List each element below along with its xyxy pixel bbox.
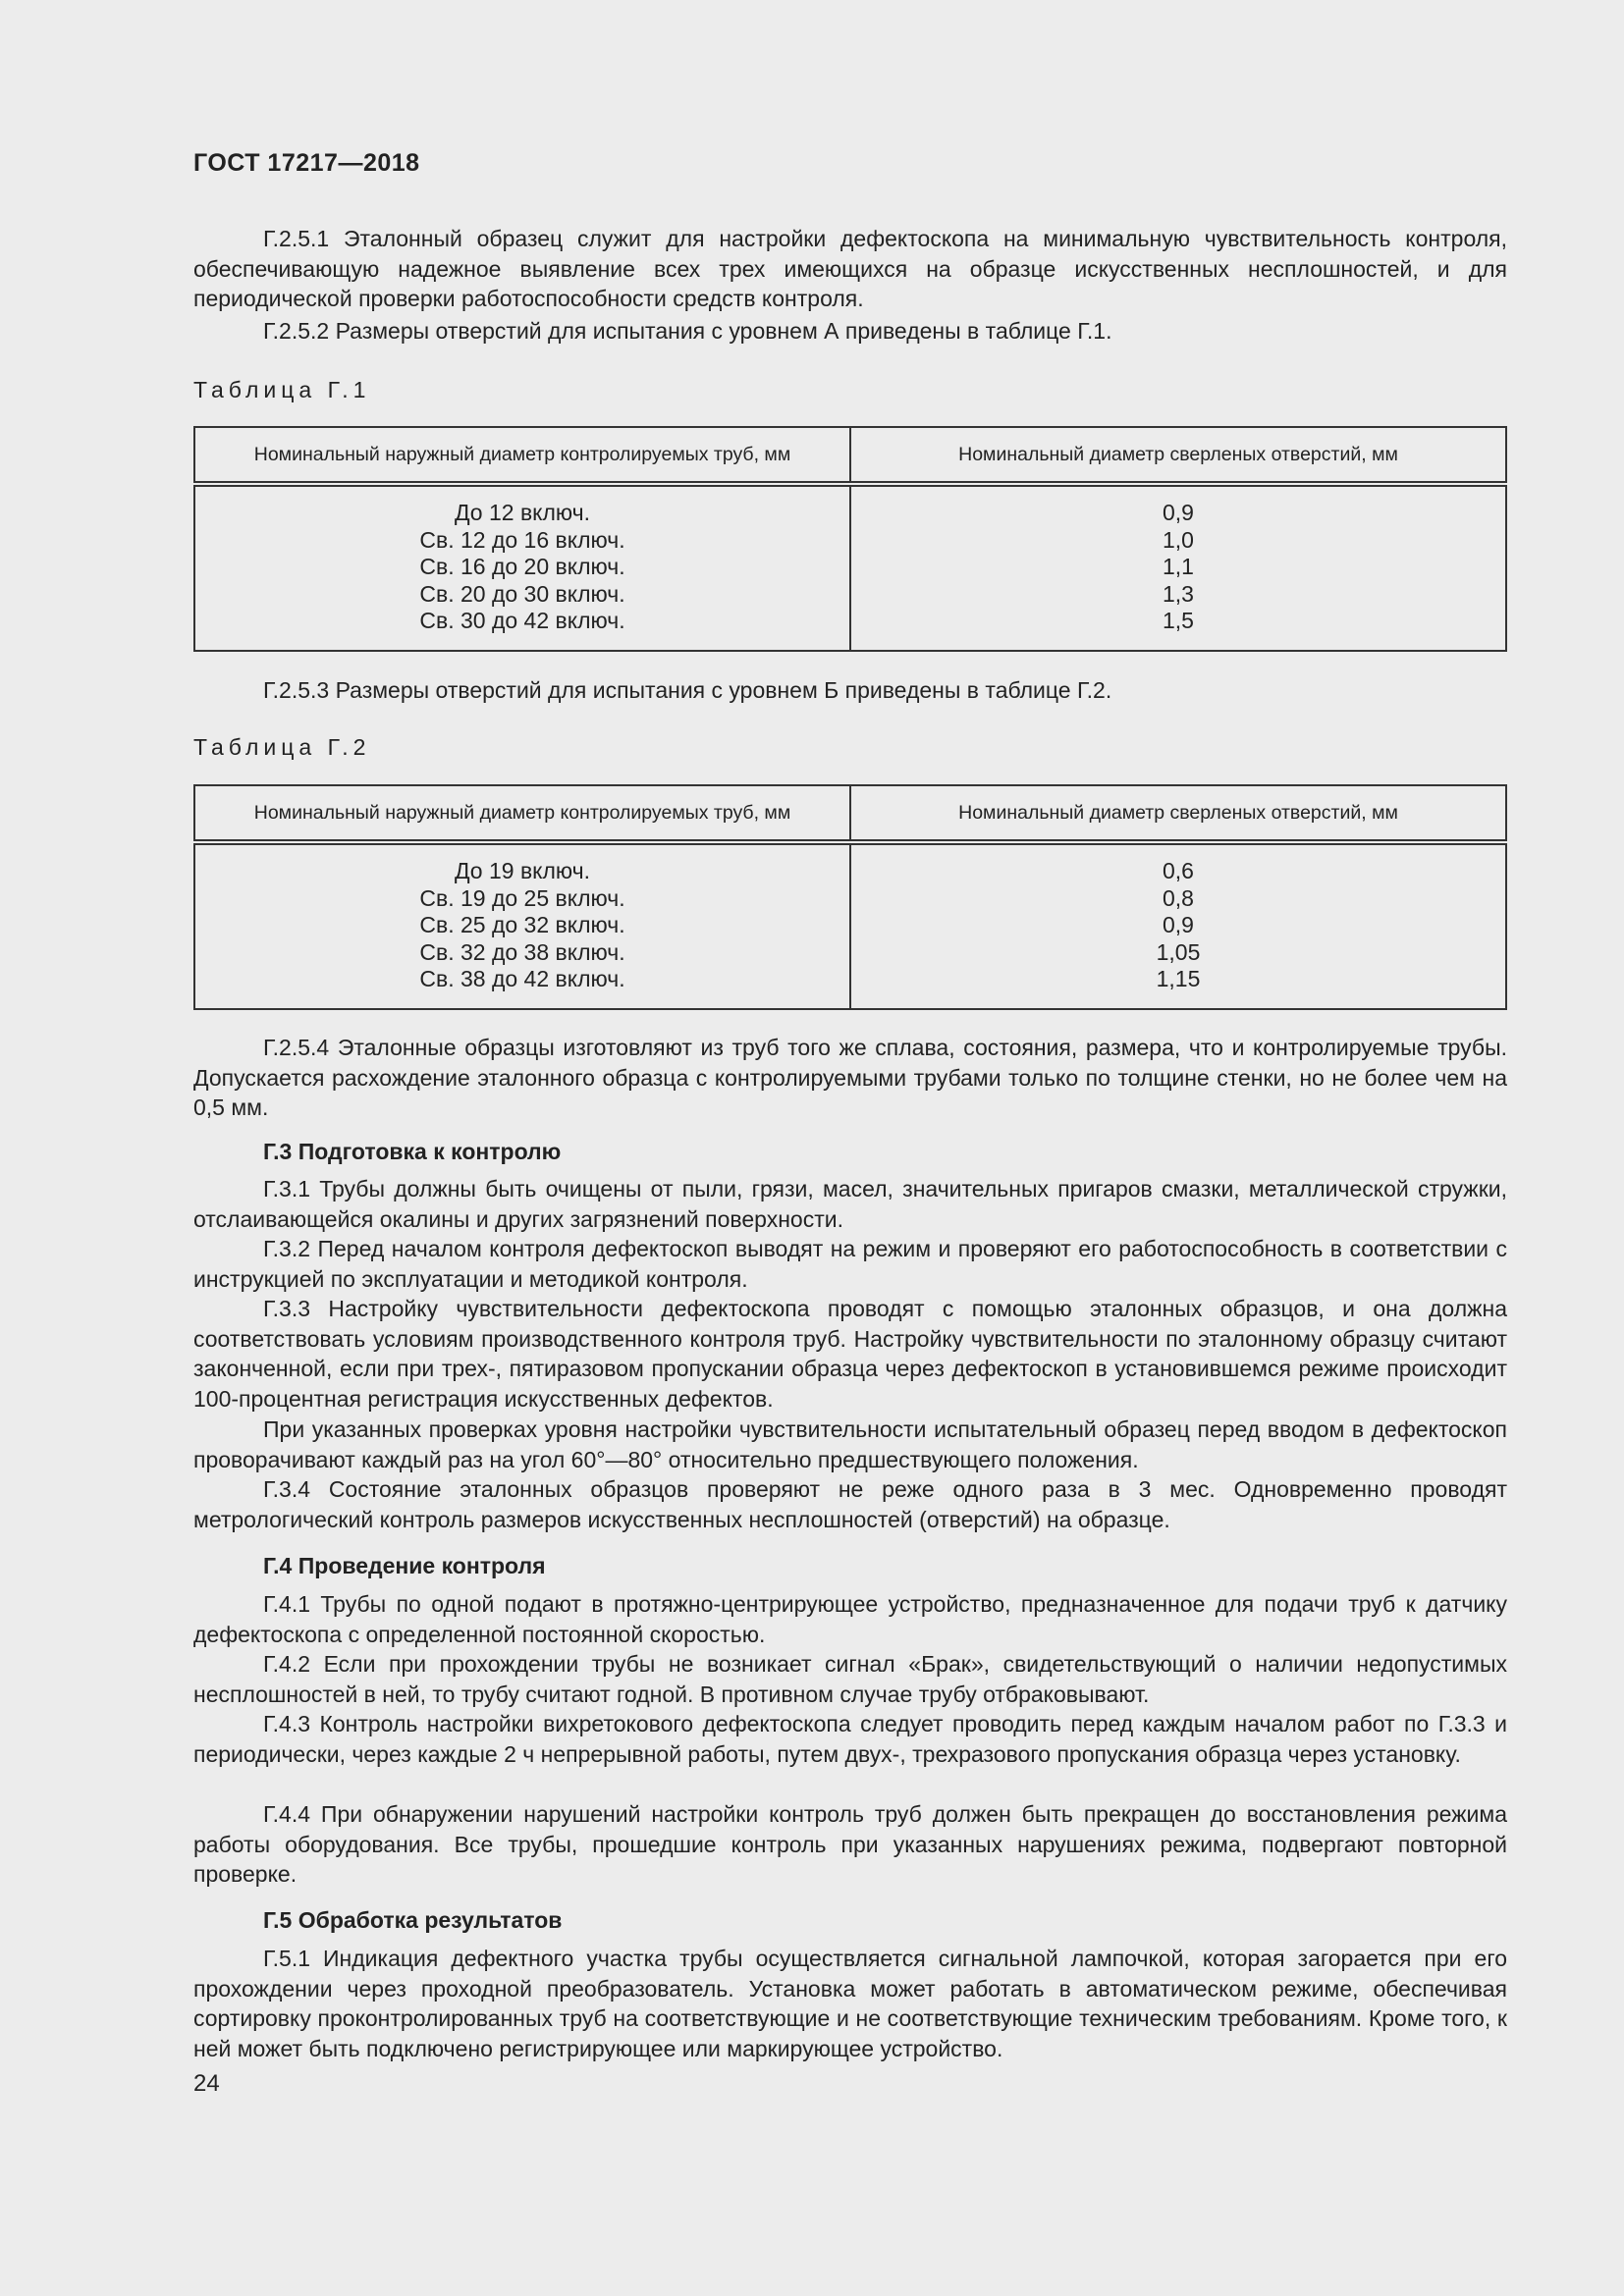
paragraph-g-4-2: Г.4.2 Если при прохождении трубы не возникает сигнал «Брак», свидетельствующий о наличии недопустимых несплошностей в ней, то трубу считают годной. В противном случае трубу отбраковывают. xyxy=(193,1651,1507,1707)
section-g5-heading: Г.5 Обработка результатов xyxy=(263,1907,563,1933)
table-2-col-right xyxy=(850,842,1506,1009)
paragraph-g-2-5-2: Г.2.5.2 Размеры отверстий для испытания с уровнем А приведены в таблице Г.1. xyxy=(263,318,1112,344)
table-1-cell: 1,0 xyxy=(1163,526,1194,553)
table-2-cell: До 19 включ. xyxy=(454,858,591,883)
table-2-cell: Св. 32 до 38 включ. xyxy=(419,938,625,965)
paragraph-g-5-1: Г.5.1 Индикация дефектного участка трубы осуществляется сигнальной лампочкой, которая загорается при его прохождении через проходной преобразователь. Установка может работать в автоматическом режиме, обеспечивая сортировку проконтролированных труб на соответствующие и не соответствующие техническим требованиям. Кроме того, к ней может быть подключено регистрирующее или маркирующее устройство. xyxy=(193,1946,1507,2061)
table-1-caption: Таблица Г.1 xyxy=(193,377,371,402)
table-2-cell: 0,8 xyxy=(1163,884,1194,911)
table-1-cell: 1,5 xyxy=(1163,608,1194,633)
paragraph-g-2-5-3: Г.2.5.3 Размеры отверстий для испытания с уровнем Б приведены в таблице Г.2. xyxy=(263,677,1112,703)
paragraph-g-3-3-note: При указанных проверках уровня настройки чувствительности испытательный образец перед вводом в дефектоскоп проворачивают каждый раз на угол 60°—80° относительно предшествующего положения. xyxy=(193,1416,1507,1472)
table-2-cell: 0,9 xyxy=(1163,912,1194,937)
table-1-col-left xyxy=(194,484,850,651)
table-2-cell: 0,6 xyxy=(1163,858,1194,883)
table-1-header-left: Номинальный наружный диаметр контролируемых труб, мм xyxy=(194,427,850,484)
table-2-header-left: Номинальный наружный диаметр контролируемых труб, мм xyxy=(194,785,850,842)
page-number: 24 xyxy=(193,2070,220,2097)
section-g3-heading: Г.3 Подготовка к контролю xyxy=(263,1139,562,1164)
table-1-cell: Св. 30 до 42 включ. xyxy=(419,608,625,633)
table-1-cell: 1,1 xyxy=(1163,554,1194,579)
paragraph-g-2-5-4: Г.2.5.4 Эталонные образцы изготовляют из труб того же сплава, состояния, размера, что и контролируемые трубы. Допускается расхождение эталонного образца с контролируемыми трубами только по толщине стенки, но не более чем на 0,5 мм. xyxy=(193,1035,1507,1120)
table-1-cell: Св. 16 до 20 включ. xyxy=(419,554,625,579)
paragraph-g-3-3: Г.3.3 Настройку чувствительности дефектоскопа проводят с помощью эталонных образцов, и она должна соответствовать условиям производственного контроля труб. Настройку чувствительности по эталонному образцу считают законченной, если при трех-, пятиразовом пропускании образца через дефектоскоп в установившемся режиме происходит 100-процентная регистрация искусственных дефектов. xyxy=(193,1296,1507,1412)
table-2-cell: Св. 38 до 42 включ. xyxy=(419,966,625,991)
paragraph-g-2-5-1: Г.2.5.1 Эталонный образец служит для настройки дефектоскопа на минимальную чувствительность контроля, обеспечивающую надежное выявление всех трех имеющихся на образце искусственных несплошностей, и для периодической проверки работоспособности средств контроля. xyxy=(193,226,1507,311)
section-g4-heading: Г.4 Проведение контроля xyxy=(263,1553,546,1578)
table-1-cell: 0,9 xyxy=(1163,500,1194,525)
table-2 xyxy=(193,784,1507,1010)
table-1-cell: 1,3 xyxy=(1163,580,1194,607)
table-2-cell: 1,15 xyxy=(1156,966,1201,991)
paragraph-g-4-4: Г.4.4 При обнаружении нарушений настройки контроль труб должен быть прекращен до восстановления режима работы оборудования. Все трубы, прошедшие контроль при указанных нарушениях режима, подвергают повторной проверке. xyxy=(193,1801,1507,1887)
table-2-caption: Таблица Г.2 xyxy=(193,734,371,760)
paragraph-g-4-3: Г.4.3 Контроль настройки вихретокового дефектоскопа следует проводить перед каждым началом работ по Г.3.3 и периодически, через каждые 2 ч непрерывной работы, путем двух-, трехразового пропускания образца через установку. xyxy=(193,1711,1507,1767)
table-1-cell: Св. 12 до 16 включ. xyxy=(419,526,625,553)
table-2-cell: Св. 25 до 32 включ. xyxy=(419,912,625,937)
table-2-col-left xyxy=(194,842,850,1009)
table-1-cell: До 12 включ. xyxy=(454,500,591,525)
document-header: ГОСТ 17217—2018 xyxy=(193,149,420,177)
table-2-cell: 1,05 xyxy=(1156,938,1201,965)
table-1-header-right: Номинальный диаметр сверленых отверстий, мм xyxy=(850,427,1506,484)
table-1-col-right xyxy=(850,484,1506,651)
paragraph-g-4-1: Г.4.1 Трубы по одной подают в протяжно-центрирующее устройство, предназначенное для подачи труб к датчику дефектоскопа с определенной постоянной скоростью. xyxy=(193,1591,1507,1647)
table-2-cell: Св. 19 до 25 включ. xyxy=(419,884,625,911)
paragraph-g-3-4: Г.3.4 Состояние эталонных образцов проверяют не реже одного раза в 3 мес. Одновременно проводят метрологический контроль размеров искусственных несплошностей (отверстий) на образце. xyxy=(193,1476,1507,1532)
paragraph-g-3-2: Г.3.2 Перед началом контроля дефектоскоп выводят на режим и проверяют его работоспособность в соответствии с инструкцией по эксплуатации и методикой контроля. xyxy=(193,1236,1507,1292)
table-2-header-right: Номинальный диаметр сверленых отверстий, мм xyxy=(850,785,1506,842)
table-1 xyxy=(193,426,1507,652)
paragraph-g-3-1: Г.3.1 Трубы должны быть очищены от пыли, грязи, масел, значительных пригаров смазки, металлической стружки, отслаивающейся окалины и других загрязнений поверхности. xyxy=(193,1176,1507,1232)
table-1-cell: Св. 20 до 30 включ. xyxy=(419,580,625,607)
